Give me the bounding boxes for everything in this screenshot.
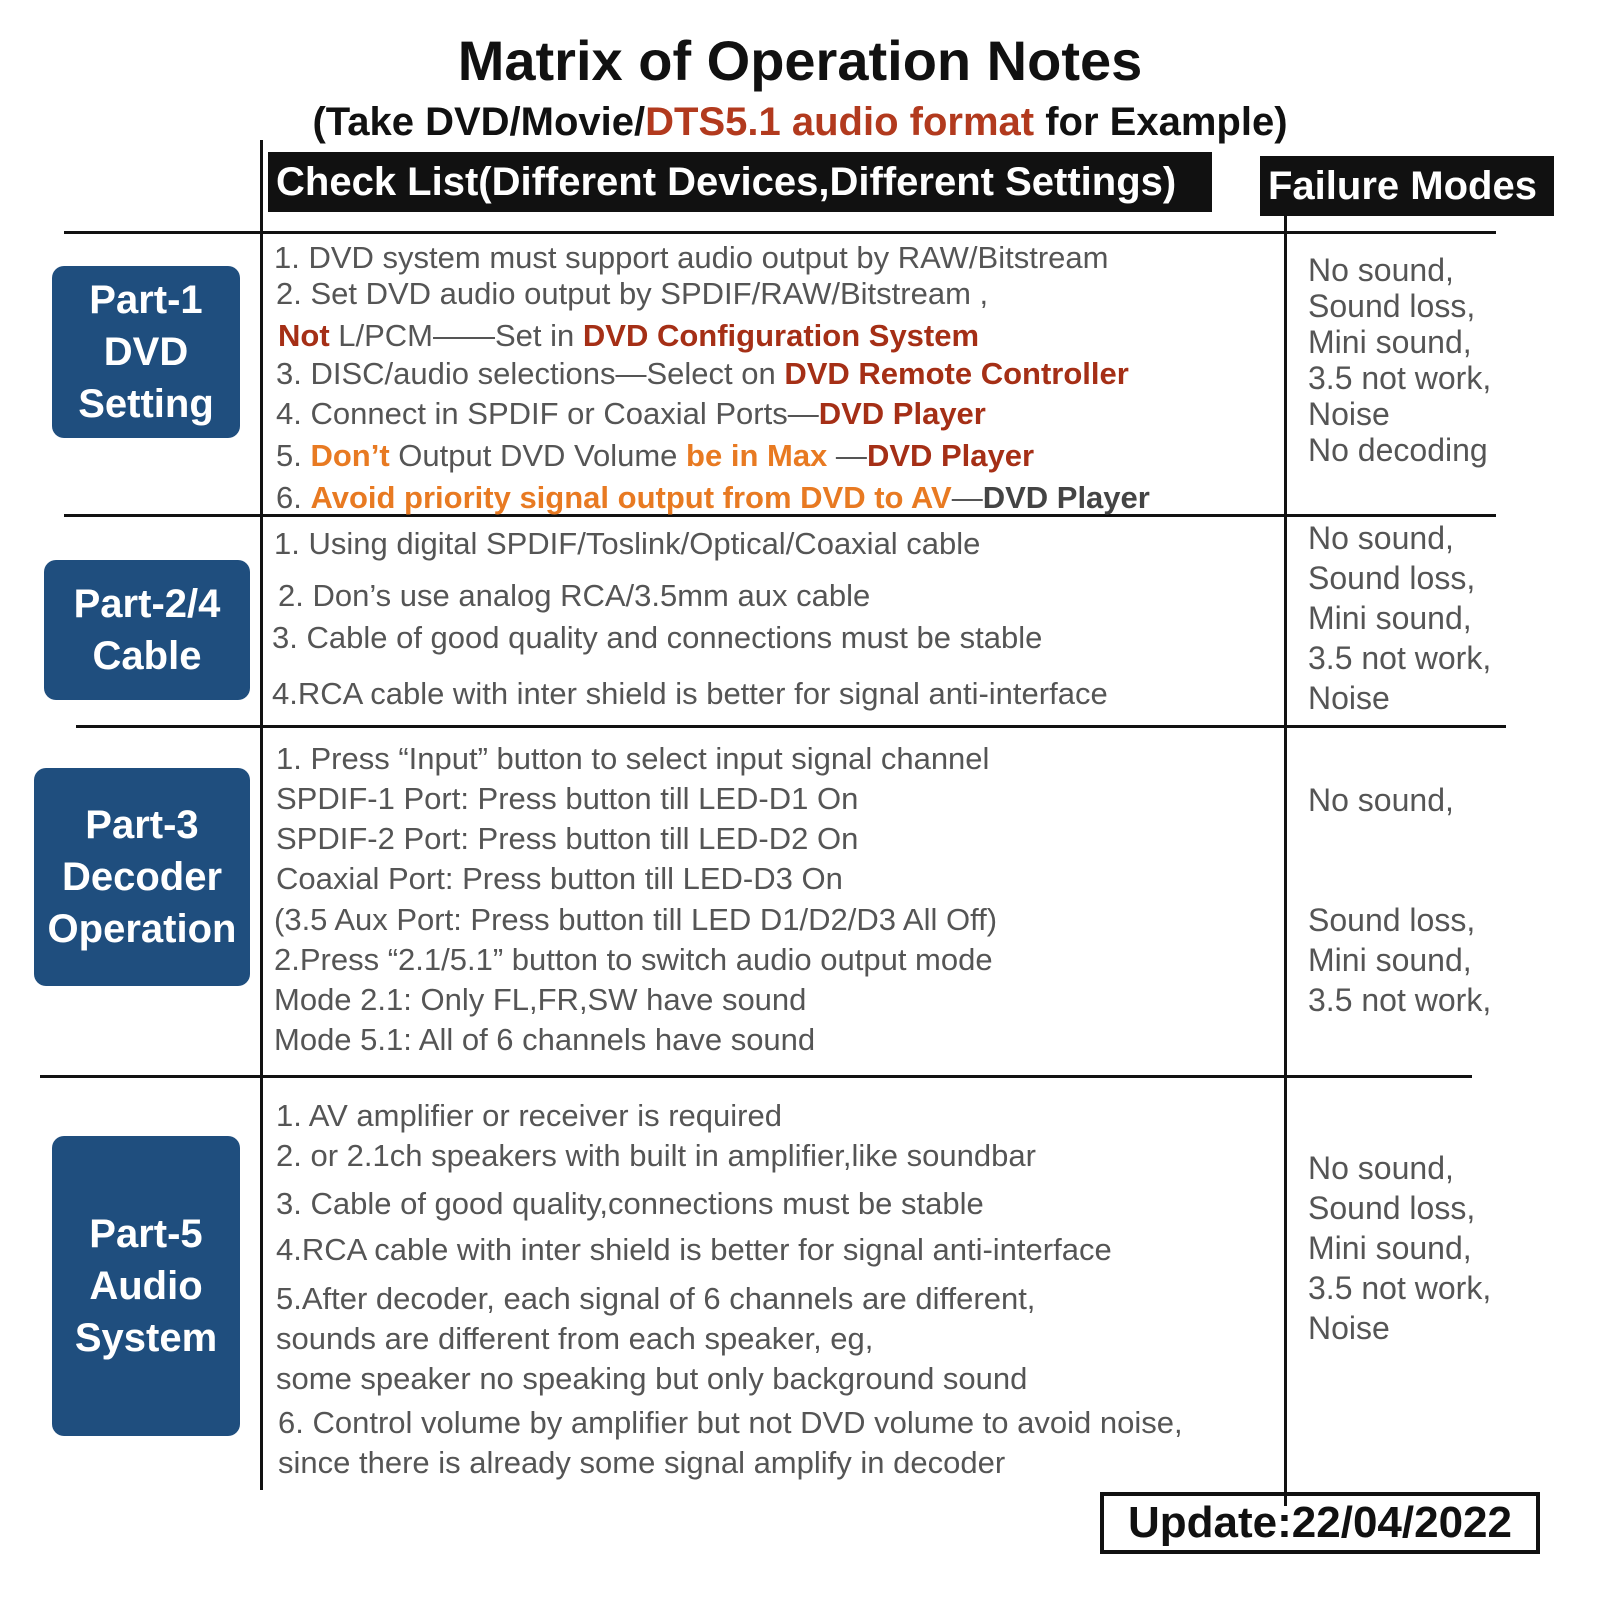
failure-item: 3.5 not work, xyxy=(1308,982,1492,1018)
failure-item: No sound, xyxy=(1308,1150,1454,1186)
part-label-line: Part-2/4 xyxy=(73,582,221,626)
part1-item xyxy=(276,356,1129,392)
part3-item: 1. Press “Input” button to select input signal channel xyxy=(276,741,990,776)
failure-item: Noise xyxy=(1308,680,1390,716)
failure-item: 3.5 not work, xyxy=(1308,1270,1492,1306)
part-label-line: DVD xyxy=(103,330,189,374)
subtitle-prefix: (Take DVD/Movie/ xyxy=(312,100,646,144)
failure-item: Sound loss, xyxy=(1308,288,1476,324)
part3-item: SPDIF-1 Port: Press button till LED-D1 On xyxy=(276,781,859,816)
failure-item: 3.5 not work, xyxy=(1308,360,1492,396)
row-divider-2 xyxy=(76,725,1506,728)
part5-item: sounds are different from each speaker, eg, xyxy=(276,1321,874,1356)
part-1-label xyxy=(52,266,240,438)
checklist-header: Check List(Different Devices,Different Settings) xyxy=(268,152,1212,212)
part5-item: 3. Cable of good quality,connections must be stable xyxy=(276,1186,984,1221)
part-3-label xyxy=(34,768,250,986)
part-2-label xyxy=(44,560,250,700)
failure-item: No sound, xyxy=(1308,782,1454,818)
page-subtitle xyxy=(0,100,1600,145)
failure-modes-header: Failure Modes xyxy=(1260,156,1554,216)
left-column-divider xyxy=(260,140,263,1490)
plain-text: — xyxy=(827,438,867,473)
part1-item xyxy=(278,318,979,354)
subtitle-suffix: for Example) xyxy=(1034,100,1288,144)
failure-item: 3.5 not work, xyxy=(1308,640,1492,676)
part5-item: 5.After decoder, each signal of 6 channels are different, xyxy=(276,1281,1036,1316)
failure-item: Sound loss, xyxy=(1308,1190,1476,1226)
part1-item xyxy=(276,480,1150,516)
part1-item xyxy=(276,438,1034,474)
page-title: Matrix of Operation Notes xyxy=(457,29,1143,92)
part5-item: since there is already some signal amplify in decoder xyxy=(278,1445,1006,1480)
highlight-text: DVD Configuration System xyxy=(582,318,980,353)
part2-item: 1. Using digital SPDIF/Toslink/Optical/Coaxial cable xyxy=(274,526,981,561)
highlight-text: DVD Player xyxy=(818,396,986,431)
highlight-text: Avoid priority signal output from DVD to AV xyxy=(310,480,952,515)
highlight-text: DVD Player xyxy=(982,480,1150,515)
part1-item: 2. Set DVD audio output by SPDIF/RAW/Bitstream , xyxy=(276,276,989,311)
part2-item: 3. Cable of good quality and connections must be stable xyxy=(272,620,1043,655)
plain-text: 6. xyxy=(276,480,311,515)
update-date-box: Update:22/04/2022 xyxy=(1100,1492,1540,1554)
part3-item: Mode 5.1: All of 6 channels have sound xyxy=(274,1022,816,1057)
failure-item: No decoding xyxy=(1308,432,1488,468)
row-divider-top xyxy=(64,231,1496,234)
plain-text: 5. xyxy=(276,438,311,473)
highlight-text: DVD Player xyxy=(866,438,1035,473)
failure-list-part1 xyxy=(1308,252,1491,468)
failure-item: Sound loss, xyxy=(1308,560,1476,596)
failure-list-part3 xyxy=(1308,902,1491,1022)
failure-item: Sound loss, xyxy=(1308,902,1476,938)
part3-item: Coaxial Port: Press button till LED-D3 On xyxy=(276,861,843,896)
failure-item: Mini sound, xyxy=(1308,942,1472,978)
part1-item xyxy=(276,396,986,432)
part-label-line: Operation xyxy=(47,907,237,951)
highlight-text: DVD Remote Controller xyxy=(784,356,1129,391)
plain-text: 3. DISC/audio selections—Select on xyxy=(276,356,785,391)
part-label-line: Part-1 xyxy=(89,278,203,322)
part-label-line: System xyxy=(74,1316,218,1360)
part2-item: 2. Don’s use analog RCA/3.5mm aux cable xyxy=(278,578,871,613)
plain-text: 4. Connect in SPDIF or Coaxial Ports— xyxy=(276,396,819,431)
highlight-text: be in Max xyxy=(686,438,828,473)
failure-item: No sound, xyxy=(1308,252,1454,288)
highlight-text: Not xyxy=(278,318,330,353)
plain-text: L/PCM——Set in xyxy=(329,318,583,353)
failure-item: No sound, xyxy=(1308,520,1454,556)
part-label-line: Setting xyxy=(78,382,214,426)
row-divider-3 xyxy=(40,1075,1472,1078)
failure-list-part2 xyxy=(1308,520,1491,720)
failure-item: Mini sound, xyxy=(1308,1230,1472,1266)
part-label-line: Audio xyxy=(89,1264,203,1308)
part-label-line: Part-5 xyxy=(89,1212,203,1256)
plain-text: — xyxy=(951,480,983,515)
part5-item: 1. AV amplifier or receiver is required xyxy=(276,1098,782,1133)
part5-item: 6. Control volume by amplifier but not DVD volume to avoid noise, xyxy=(278,1405,1183,1440)
part-5-label xyxy=(52,1136,240,1436)
subtitle-highlight: DTS5.1 audio format xyxy=(645,100,1035,144)
failure-item: Noise xyxy=(1308,1310,1390,1346)
part5-item: some speaker no speaking but only background sound xyxy=(276,1361,1028,1396)
part5-item: 2. or 2.1ch speakers with built in amplifier,like soundbar xyxy=(276,1138,1036,1173)
highlight-text: Don’t xyxy=(310,438,390,473)
failure-list-part5 xyxy=(1308,1150,1491,1350)
failure-item: Mini sound, xyxy=(1308,600,1472,636)
part-label-line: Decoder xyxy=(61,855,223,899)
part5-item: 4.RCA cable with inter shield is better for signal anti-interface xyxy=(276,1232,1112,1267)
part2-item: 4.RCA cable with inter shield is better for signal anti-interface xyxy=(272,676,1108,711)
part3-item: Mode 2.1: Only FL,FR,SW have sound xyxy=(274,982,807,1017)
failure-item: Mini sound, xyxy=(1308,324,1472,360)
part1-item: 1. DVD system must support audio output by RAW/Bitstream xyxy=(274,240,1109,275)
part-label-line: Cable xyxy=(92,634,202,678)
part3-item: SPDIF-2 Port: Press button till LED-D2 On xyxy=(276,821,859,856)
part3-item: 2.Press “2.1/5.1” button to switch audio output mode xyxy=(274,942,993,977)
part-label-line: Part-3 xyxy=(85,803,199,847)
right-column-divider xyxy=(1284,216,1287,1506)
failure-item: Noise xyxy=(1308,396,1390,432)
part3-item: (3.5 Aux Port: Press button till LED D1/D2/D3 All Off) xyxy=(274,902,998,937)
plain-text: Output DVD Volume xyxy=(389,438,687,473)
